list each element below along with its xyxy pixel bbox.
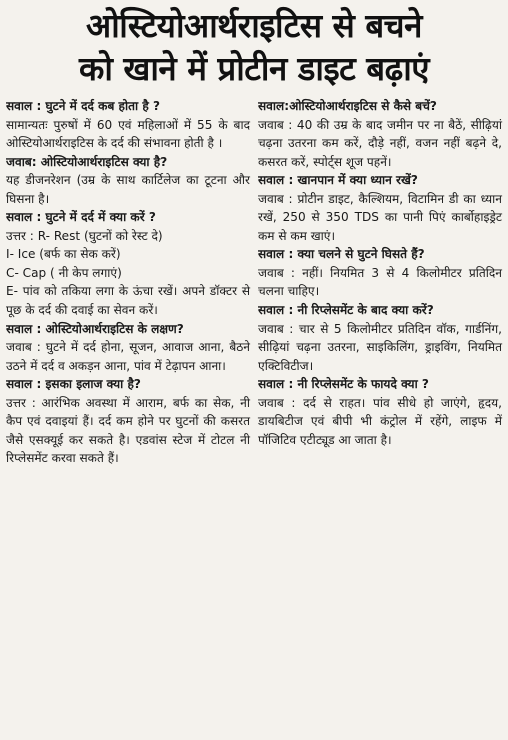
question-heading: सवाल:ओस्टियोआर्थराइटिस से कैसे बचें? [258,99,437,113]
answer-text: जवाब : 40 की उम्र के बाद जमीन पर ना बैठें, सीढ़ियां चढ़ना उतरना कम करें, दौड़े नहीं, वजन नहीं बढ़ने दे, कसरत करें, स्पोर्ट्स शूज पहनें। [258,117,502,169]
question-heading: सवाल : ओस्टियोआर्थराइटिस के लक्षण? [6,321,184,336]
article-body [6,97,502,468]
question-heading: सवाल : घुटने में दर्द में क्या करें ? [6,210,156,225]
answer-text: C- Cap ( नी केप लगाएं) [6,265,122,280]
answer-text: जवाब : प्रोटीन डाइट, कैल्शियम, विटामिन डी का ध्यान रखें, 250 से 350 TDS का पानी पिएं कार्बोहाइड्रेट कम से कम खाएं। [258,191,502,243]
question-heading: सवाल : नी रिप्लेसमेंट के बाद क्या करें? [258,303,434,318]
answer-text: जवाब : चार से 5 किलोमीटर प्रतिदिन वॉक, गार्डनिंग, सीढ़ियां चढ़ना उतरना, साइकिलिंग, ड्राइविंग, नियमित एक्टिविटीज। [258,321,502,373]
question-heading: सवाल : खानपान में क्या ध्यान रखें? [258,173,418,188]
answer-text: जवाब : दर्द से राहत। पांव सीधे हो जाएंगे, हृदय, डायबिटीज एवं बीपी भी कंट्रोल में रहेंगे, लाइफ में पॉजिटिव एटीट्यूड आ जाता है। [258,395,502,447]
left-column [6,97,250,468]
right-column [258,97,502,468]
answer-text: यह डीजनरेशन (उम्र के साथ कार्टिलेज का टूटना और घिसना है। [6,173,250,206]
answer-text: सामान्यतः पुरुषों में 60 एवं महिलाओं में 55 के बाद ओस्टियोआर्थराइटिस के दर्द की संभावना होती है । [6,117,250,151]
headline-line-1: ओस्टियोआर्थराइटिस से बचने [86,6,422,45]
answer-text: उत्तर : आरंभिक अवस्था में आराम, बर्फ का सेक, नी कैप एवं दवाइयां हैं। दर्द कम होने पर घुटनों की कसरत जैसे एसक्यूई कर सकते है। एडवांस स्टेज में टोटल नी रिप्लेसमेंट करवा सकते हैं। [6,395,250,466]
answer-text: जवाब : नहीं। नियमित 3 से 4 किलोमीटर प्रतिदिन चलना चाहिए। [258,265,502,299]
answer-text: उत्तर : R- Rest (घुटनों को रेस्ट दे) [6,228,163,243]
headline-line-2: को खाने में प्रोटीन डाइट बढ़ाएं [79,49,429,88]
answer-text: जवाब : घुटने में दर्द होना, सूजन, आवाज आना, बैठने उठने में दर्द व अकड़न आना, पांव में टेढ़ापन आना। [6,340,250,373]
answer-text: I- Ice (बर्फ का सेक करें) [6,247,121,262]
question-heading: सवाल : इसका इलाज क्या है? [6,377,141,392]
question-heading: सवाल : क्या चलने से घुटने घिसते हैं? [258,247,425,262]
question-heading: सवाल : नी रिप्लेसमेंट के फायदे क्या ? [258,377,429,392]
question-heading: जवाब: ओस्टियोआर्थराइटिस क्या है? [6,154,168,169]
headline [6,4,502,90]
question-heading: सवाल : घुटने में दर्द कब होता है ? [6,99,160,113]
answer-text: E- पांव को तकिया लगा के ऊंचा रखें। अपने डॉक्टर से पूछ के दर्द की दवाई का सेवन करें। [6,284,250,318]
